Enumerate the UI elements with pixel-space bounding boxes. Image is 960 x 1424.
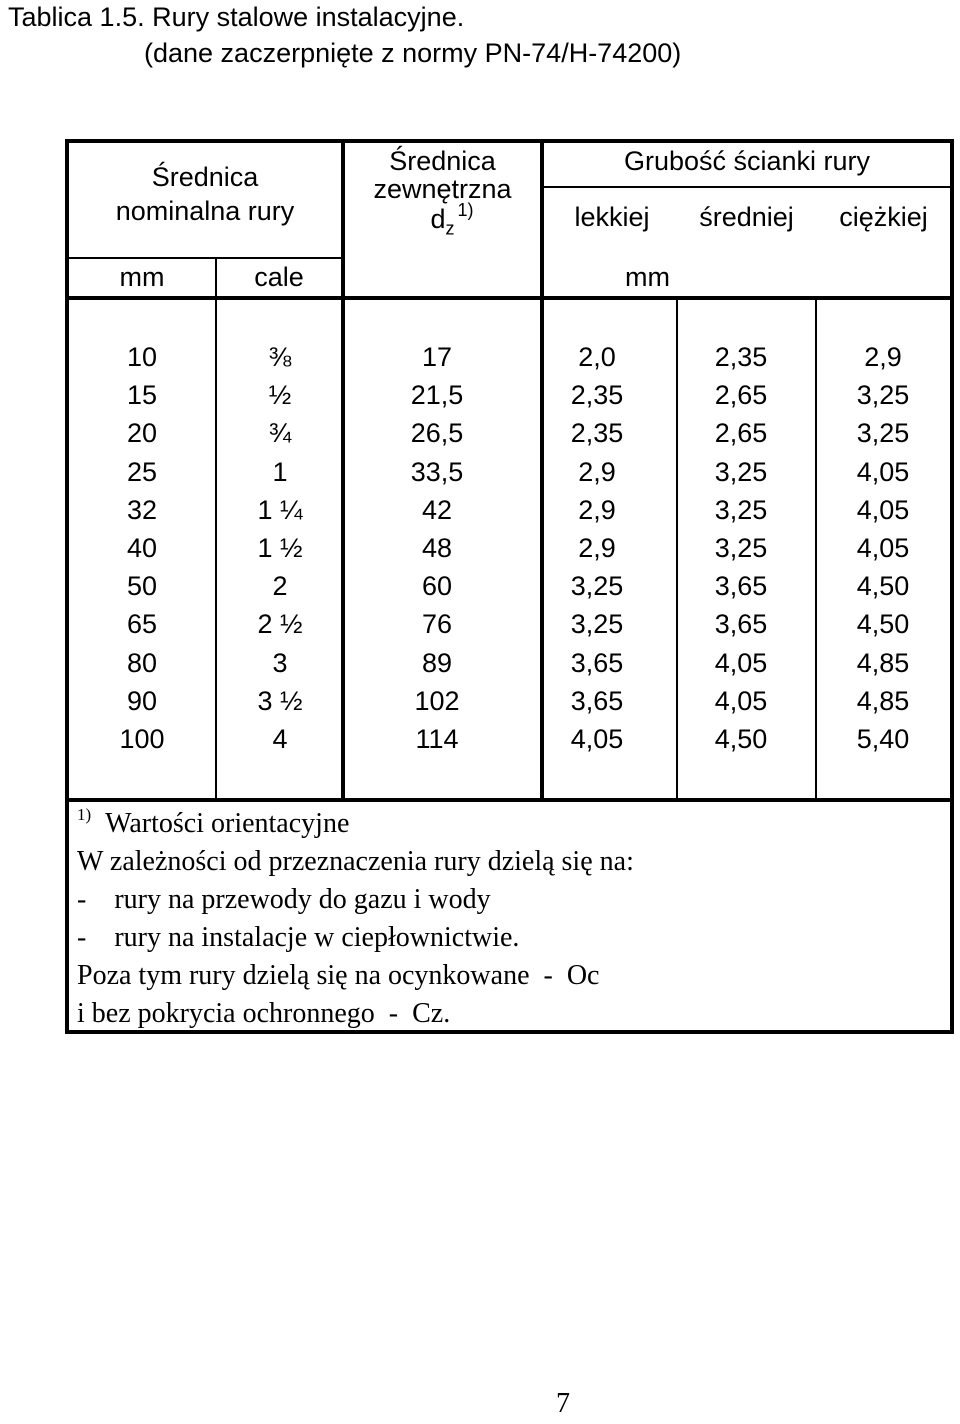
table-cell: 3,25 xyxy=(856,418,910,449)
table-cell: 26,5 xyxy=(410,418,464,449)
outer-diameter-footnote: 1) xyxy=(457,200,474,220)
footnote xyxy=(77,805,349,846)
table-cell: 17 xyxy=(421,342,453,372)
footnote-text: Wartości orientacyjne xyxy=(105,808,350,839)
table-cell: 4 xyxy=(272,723,288,754)
header-nominal-diameter: Średnica nominalna rury xyxy=(115,162,295,226)
table-cell: 60 xyxy=(421,571,453,602)
table-cell: 3,25 xyxy=(570,571,624,602)
table-cell: 3 xyxy=(272,647,288,678)
table-cell: 3,25 xyxy=(714,456,768,487)
table-cell: 4,50 xyxy=(856,571,910,602)
table-cell: 42 xyxy=(421,494,453,525)
note-line: - rury na instalacje w ciepłownictwie. xyxy=(77,922,520,953)
table-cell: 114 xyxy=(415,723,459,754)
table-cell: 3,65 xyxy=(570,647,624,678)
table-cell: 4,05 xyxy=(714,647,768,678)
table-cell: 3,25 xyxy=(714,494,768,525)
table-cell: 2,9 xyxy=(578,532,616,563)
table-cell: 15 xyxy=(126,380,158,411)
header-medium: średniej xyxy=(699,202,794,232)
table-cell: 2,35 xyxy=(570,418,624,449)
table-cell: 80 xyxy=(126,647,158,678)
header-outer-diameter: Średnica zewnętrzna $d_z^{1)}$ xyxy=(373,146,512,239)
table-cell: 4,05 xyxy=(856,532,910,563)
table-cell: ⅜ xyxy=(268,342,292,372)
table-cell: ¾ xyxy=(268,418,292,449)
table-cell: 3,25 xyxy=(714,532,768,563)
header-wall-thickness: Grubość ścianki rury xyxy=(623,146,871,176)
table-cell: 1 ½ xyxy=(257,532,303,563)
table-cell: 4,50 xyxy=(856,609,910,640)
column-nominal-inch xyxy=(210,338,350,758)
table-cell: 2,9 xyxy=(864,342,902,372)
table-cell: 4,05 xyxy=(856,456,910,487)
note-line: i bez pokrycia ochronnego - Cz. xyxy=(77,998,451,1029)
table-cell: 2,35 xyxy=(570,380,624,411)
column-nominal-mm xyxy=(72,338,212,758)
table-cell: 21,5 xyxy=(410,380,464,411)
note-line: W zależności od przeznaczenia rury dzielą się na: xyxy=(77,846,634,877)
table-cell: ½ xyxy=(268,380,292,411)
table-cell: 2,65 xyxy=(714,380,768,411)
table-cell: 2,9 xyxy=(578,494,616,525)
table-cell: 48 xyxy=(421,532,453,563)
header-light: lekkiej xyxy=(574,202,650,232)
document-subtitle: (dane zaczerpnięte z normy PN-74/H-74200) xyxy=(144,38,682,68)
table-cell: 10 xyxy=(126,342,158,372)
table-cell: 90 xyxy=(126,685,158,716)
table-cell: 4,85 xyxy=(856,685,910,716)
table-cell: 2 ½ xyxy=(257,609,303,640)
table-cell: 102 xyxy=(414,685,460,716)
column-heavy xyxy=(813,338,953,758)
table-cell: 76 xyxy=(421,609,453,640)
table-cell: 25 xyxy=(126,456,158,487)
table-cell: 5,40 xyxy=(856,723,910,754)
footnote-mark: 1) xyxy=(77,805,92,824)
table-cell: 4,50 xyxy=(714,723,768,754)
table-cell: 3,65 xyxy=(570,685,624,716)
page-number: 7 xyxy=(556,1388,570,1419)
table-cell: 32 xyxy=(126,494,158,525)
table-cell: 100 xyxy=(119,723,165,754)
column-outer-diameter xyxy=(367,338,507,758)
table-cell: 89 xyxy=(421,647,453,678)
note-line: - rury na przewody do gazu i wody xyxy=(77,884,491,915)
table-cell: 2,9 xyxy=(578,456,616,487)
table-cell: 4,85 xyxy=(856,647,910,678)
outer-diameter-symbol: d xyxy=(430,204,446,234)
table-cell: 4,05 xyxy=(856,494,910,525)
table-cell: 2,0 xyxy=(578,342,616,372)
table-cell: 50 xyxy=(126,571,158,602)
table-cell: 33,5 xyxy=(410,456,464,487)
table-cell: 4,05 xyxy=(570,723,624,754)
table-cell: 1 ¼ xyxy=(257,494,303,525)
table-cell: 3 ½ xyxy=(257,685,303,716)
table-cell: 3,25 xyxy=(570,609,624,640)
outer-diameter-subscript: z xyxy=(445,218,455,239)
table-cell: 3,65 xyxy=(714,609,768,640)
table-cell: 3,65 xyxy=(714,571,768,602)
header-heavy: ciężkiej xyxy=(839,202,928,232)
table-cell: 4,05 xyxy=(714,685,768,716)
column-light xyxy=(527,338,667,758)
header-unit-inch: cale xyxy=(254,262,304,292)
table-cell: 2,65 xyxy=(714,418,768,449)
note-line: Poza tym rury dzielą się na ocynkowane - Oc xyxy=(77,960,600,991)
table-cell: 65 xyxy=(126,609,158,640)
table-cell: 1 xyxy=(272,456,288,487)
table-cell: 20 xyxy=(126,418,158,449)
header-unit-mm-thickness: mm xyxy=(625,262,670,292)
table-cell: 40 xyxy=(126,532,158,563)
table-cell: 2,35 xyxy=(714,342,768,372)
table-cell: 3,25 xyxy=(856,380,910,411)
table-cell: 2 xyxy=(272,571,288,602)
header-unit-mm: mm xyxy=(119,262,165,292)
column-medium xyxy=(671,338,811,758)
document-title: Tablica 1.5. Rury stalowe instalacyjne. xyxy=(8,2,465,32)
